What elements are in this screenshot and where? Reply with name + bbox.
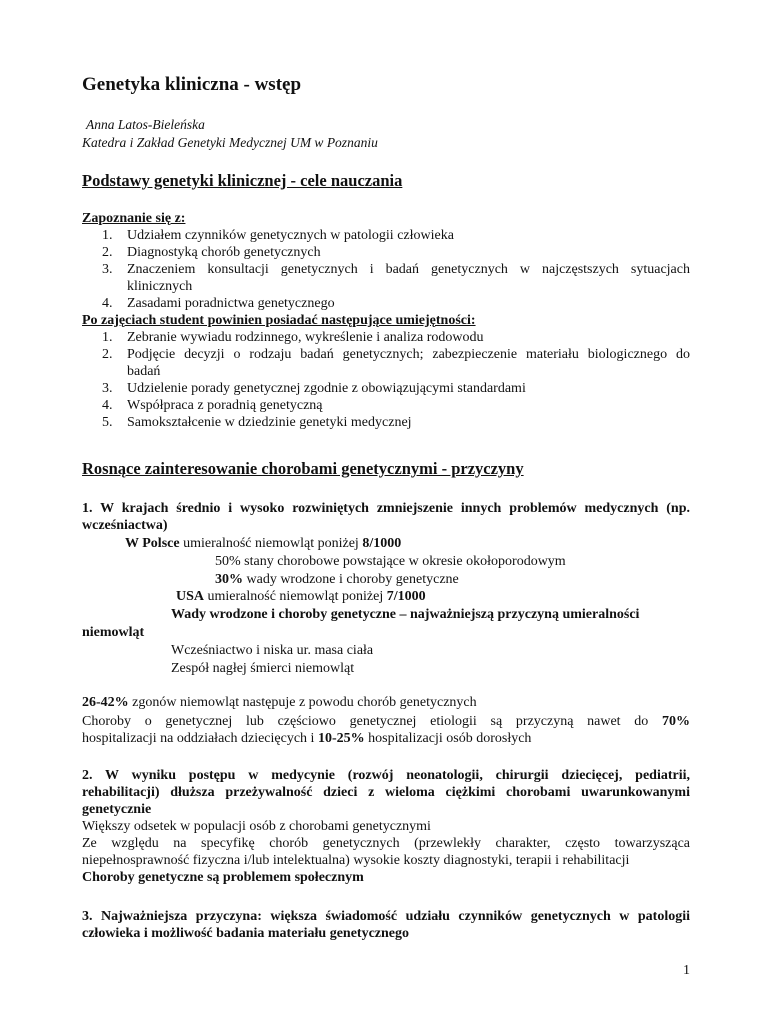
- defects-value: 30%: [215, 572, 243, 587]
- intro-list: [82, 227, 690, 312]
- reason-2-text: niepełnosprawność fizyczna i/lub intelektualna) wysokie koszty diagnostyki, terapii i rehabilitacji: [82, 853, 630, 868]
- section-heading-goals: Podstawy genetyki klinicznej - cele nauczania: [82, 171, 403, 190]
- main-cause-line: Wady wrodzone i choroby genetyczne – najważniejszą przyczyną umieralności: [171, 607, 640, 622]
- deaths-line: [82, 694, 477, 711]
- list-text: Współpraca z poradnią genetyczną: [127, 398, 323, 413]
- hospitalization-value-adults: 10-25%: [317, 731, 365, 746]
- reason-3-heading-line: człowieka i możliwość badania materiału genetycznego: [82, 926, 410, 941]
- list-text: Zasadami poradnictwa genetycznego: [127, 296, 335, 311]
- author-affiliation: Katedra i Zakład Genetyki Medycznej UM w Poznaniu: [82, 135, 378, 150]
- reason-2-conclusion: Choroby genetyczne są problemem społecznym: [82, 870, 364, 885]
- hospitalization-paragraph: [82, 713, 690, 747]
- list-item: [82, 329, 690, 346]
- defects-line: [215, 571, 459, 588]
- list-number: 2.: [102, 245, 113, 260]
- document-title: Genetyka kliniczna - wstęp: [82, 74, 302, 95]
- list-text-continued: klinicznych: [127, 279, 193, 294]
- list-number: 3.: [102, 381, 113, 396]
- section-heading-reasons: Rosnące zainteresowanie chorobami genetycznymi - przyczyny: [82, 459, 524, 478]
- reason-1-heading-line: wcześniactwa): [82, 518, 168, 533]
- defects-text: wady wrodzone i choroby genetyczne: [246, 572, 459, 587]
- list-item: [82, 244, 690, 261]
- reason-1-heading-line: 1. W krajach średnio i wysoko rozwiniętych zmniejszenie innych problemów medycznych (np.: [82, 501, 690, 516]
- hospitalization-text: hospitalizacji na oddziałach dziecięcych i: [82, 731, 315, 746]
- list-item: [82, 346, 690, 380]
- reason-2-text: Ze względu na specyfikę chorób genetycznych (przewlekły charakter, często towarzysząca: [82, 836, 690, 851]
- list-text-continued: badań: [127, 364, 161, 379]
- reason-2-block: [82, 767, 690, 886]
- usa-value: 7/1000: [386, 589, 426, 604]
- list-item: [82, 397, 690, 414]
- poland-label: W Polsce: [125, 536, 180, 551]
- reason-2-heading-line: genetycznie: [82, 802, 152, 817]
- skills-list: [82, 329, 690, 431]
- page-number: 1: [683, 963, 690, 978]
- hospitalization-text: hospitalizacji osób dorosłych: [368, 731, 532, 746]
- list-number: 1.: [102, 330, 113, 345]
- list-number: 1.: [102, 228, 113, 243]
- intro-label: Zapoznanie się z:: [82, 211, 186, 226]
- list-text: Znaczeniem konsultacji genetycznych i badań genetycznych w najczęstszych sytuacjach: [127, 262, 690, 277]
- perinatal-line: 50% stany chorobowe powstające w okresie okołoporodowym: [215, 554, 566, 569]
- list-number: 3.: [102, 262, 113, 277]
- list-item: [82, 227, 690, 244]
- goals-block: [82, 210, 690, 431]
- usa-line: [176, 588, 426, 605]
- list-text: Udzielenie porady genetycznej zgodnie z obowiązującymi standardami: [127, 381, 526, 396]
- reason-3-block: [82, 908, 690, 942]
- sids-line: Zespół nagłej śmierci niemowląt: [171, 661, 355, 676]
- reason-3-heading-line: 3. Najważniejsza przyczyna: większa świadomość udziału czynników genetycznych w patologii: [82, 909, 690, 924]
- deaths-value: 26-42%: [82, 695, 129, 710]
- list-number: 5.: [102, 415, 113, 430]
- reason-2-heading-line: 2. W wyniku postępu w medycynie (rozwój neonatologii, chirurgii dziecięcej, pediatrii,: [82, 768, 690, 783]
- usa-label: USA: [176, 589, 205, 604]
- list-text: Podjęcie decyzji o rodzaju badań genetycznych; zabezpieczenie materiału biologicznego do: [127, 347, 690, 362]
- hospitalization-line: [82, 713, 690, 730]
- list-text: Udziałem czynników genetycznych w patologii człowieka: [127, 228, 454, 243]
- list-item: [82, 380, 690, 397]
- list-text: Zebranie wywiadu rodzinnego, wykreślenie i analiza rodowodu: [127, 330, 484, 345]
- main-cause-line-continued: niemowląt: [82, 625, 145, 640]
- poland-value: 8/1000: [362, 536, 402, 551]
- prematurity-line: Wcześniactwo i niska ur. masa ciała: [171, 643, 374, 658]
- list-item: [82, 295, 690, 312]
- deaths-text: zgonów niemowląt następuje z powodu chorób genetycznych: [132, 695, 477, 710]
- hospitalization-value-children: 70%: [662, 714, 690, 729]
- reason-2-heading-line: rehabilitacji) dłuższa przeżywalność dzieci z wieloma ciężkimi chorobami uwarunkowanymi: [82, 785, 690, 800]
- poland-line: [125, 535, 401, 552]
- list-number: 4.: [102, 296, 113, 311]
- usa-text: umieralność niemowląt poniżej: [207, 589, 384, 604]
- hospitalization-line: [82, 730, 690, 747]
- list-text: Samokształcenie w dziedzinie genetyki medycznej: [127, 415, 412, 430]
- poland-text: umieralność niemowląt poniżej: [183, 536, 359, 551]
- skills-label: Po zajęciach student powinien posiadać następujące umiejętności:: [82, 313, 476, 328]
- list-number: 4.: [102, 398, 113, 413]
- author-name: Anna Latos-Bieleńska: [86, 117, 205, 132]
- reason-1-heading: [82, 500, 690, 534]
- list-item: [82, 261, 690, 295]
- list-number: 2.: [102, 347, 113, 362]
- list-text: Diagnostyką chorób genetycznych: [127, 245, 321, 260]
- hospitalization-text: Choroby o genetycznej lub częściowo genetycznej etiologii są przyczyną nawet do: [82, 714, 649, 729]
- reason-2-text: Większy odsetek w populacji osób z chorobami genetycznymi: [82, 819, 431, 834]
- list-item: [82, 414, 690, 431]
